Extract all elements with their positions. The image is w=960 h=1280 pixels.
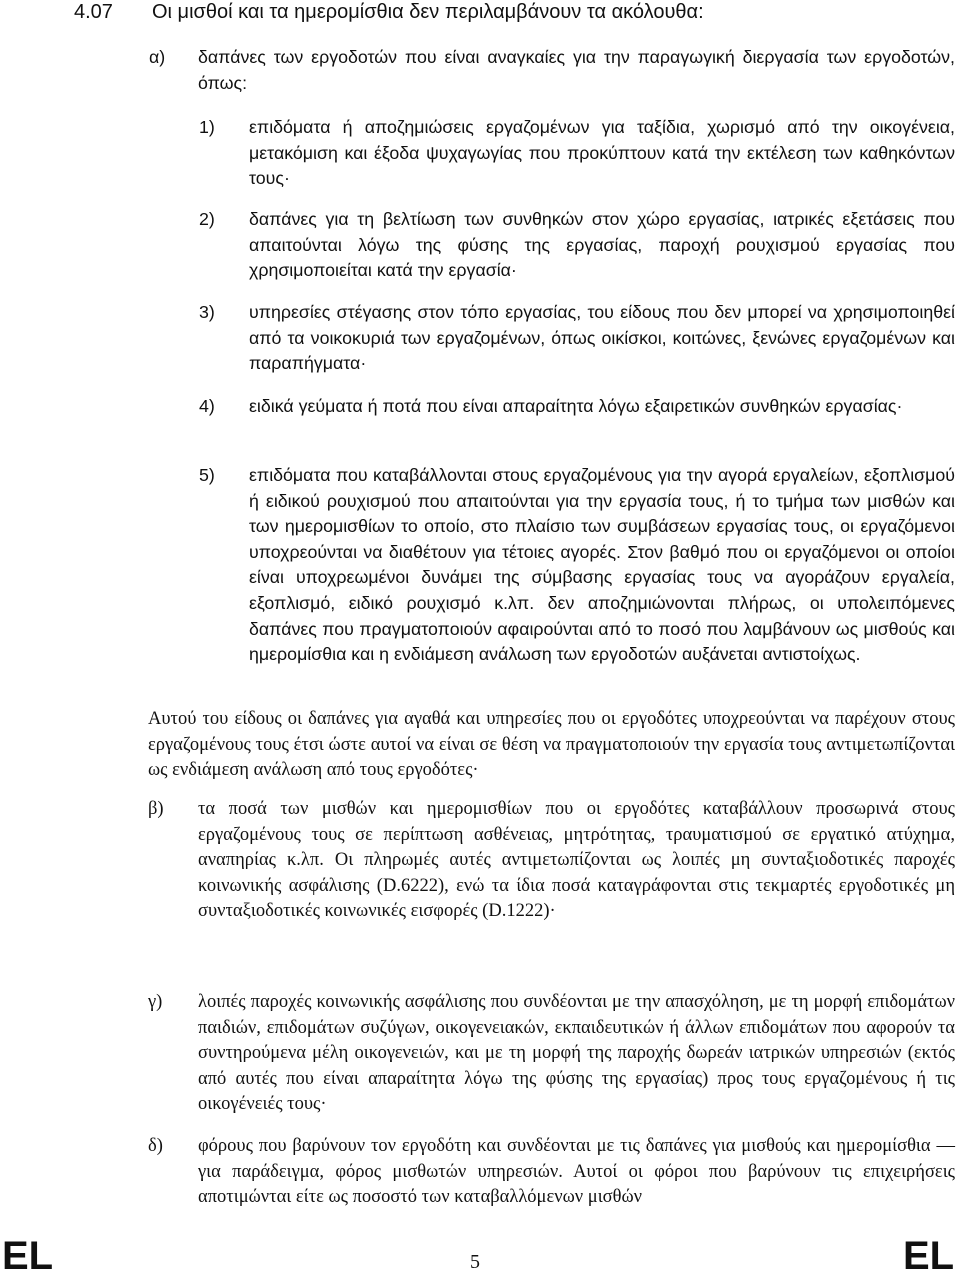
intermediate-consumption-paragraph: Αυτού του είδους οι δαπάνες για αγαθά και υπηρεσίες που οι εργοδότες υποχρεούνται να παρέχουν στους εργαζομένους τους έτσι ώστε αυτοί να είναι σε θέση να πραγματοποιούν την εργασία τους αντιμετωπίζονται ως ενδιάμεση ανάλωση από τους εργοδότες· [148,709,955,781]
footer-language-left: EL [2,1234,54,1278]
subitem-1-text: επιδόματα ή αποζημιώσεις εργαζομένων για ταξίδια, χωρισμό από την οικογένεια, μετακόμιση και έξοδα ψυχαγωγίας που προκύπτουν κατά την εκτέλεση των καθηκόντων τους· [249,117,955,189]
item-d-label: δ) [148,1136,163,1156]
subitem-5-label: 5) [199,465,215,485]
subitem-3-text: υπηρεσίες στέγασης στον τόπο εργασίας, του είδους που δεν μπορεί να χρησιμοποιηθεί από τα νοικοκυριά των εργαζομένων, όπως οικίσκοι, κοιτώνες, ξενώνες εργαζομένων και παραπήγματα· [249,302,955,374]
subitem-4-text: ειδικά γεύματα ή ποτά που είναι απαραίτητα λόγω εξαιρετικών συνθηκών εργασίας· [249,396,903,416]
item-c-label: γ) [148,992,163,1012]
subitem-1-label: 1) [199,117,215,137]
section-number: 4.07 [74,1,113,23]
item-a-text: δαπάνες των εργοδοτών που είναι αναγκαίες για την παραγωγική διεργασία των εργοδοτών, όπως: [198,47,955,93]
section-title: Οι μισθοί και τα ημερομίσθια δεν περιλαμβάνουν τα ακόλουθα: [152,1,704,23]
item-b-text: τα ποσά των μισθών και ημερομισθίων που οι εργοδότες καταβάλλουν προσωρινά στους εργαζομένους τους σε περίπτωση ασθένειας, μητρότητας, τραυματισμού σε εργατικό ατύχημα, αναπηρίας κ.λπ. Οι πληρωμές αυτές αντιμετωπίζονται ως λοιπές μη συνταξιοδοτικές παροχές κοινωνικής ασφάλισης (D.6222), ενώ τα ίδια ποσά καταγράφονται στις τεκμαρτές εργοδοτικές μη συνταξιοδοτικές κοινωνικές εισφορές (D.1222)· [198,799,955,922]
footer-language-right: EL [903,1234,955,1278]
item-c-text: λοιπές παροχές κοινωνικής ασφάλισης που συνδέονται με την απασχόληση, με τη μορφή επιδομάτων παιδιών, επιδομάτων συζύγων, οικογενειακών, εκπαιδευτικών ή άλλων επιδομάτων που αφορούν τα συντηρούμενα μέλη οικογενειών, και με τη μορφή της παροχής δωρεάν ιατρικών υπηρεσιών (εκτός από αυτές που είναι απαραίτητα λόγω της φύσης της εργασίας) προς τους εργαζομένους ή τις οικογένειές τους· [198,992,955,1115]
subitem-4-label: 4) [199,396,215,416]
item-b-label: β) [148,799,164,819]
item-d-text: φόρους που βαρύνουν τον εργοδότη και συνδέονται με τις δαπάνες για μισθούς και ημερομίσθια —για παράδειγμα, φόρος μισθωτών υπηρεσιών. Αυτοί οι φόροι που βαρύνουν τις επιχειρήσεις αποτιμώνται είτε ως ποσοστό των καταβαλλόμενων μισθών [198,1136,955,1208]
subitem-3-label: 3) [199,302,215,322]
subitem-5-text: επιδόματα που καταβάλλονται στους εργαζομένους για την αγορά εργαλείων, εξοπλισμού ή ειδικού ρουχισμού που απαιτούνται για την εργασία τους, ή το τμήμα των μισθών και των ημερομισθίων το οποίο, στο πλαίσιο των συμβάσεων εργασίας τους, οι εργαζόμενοι υποχρεούνται να διαθέτουν για τέτοιες αγορές. Στον βαθμό που οι εργαζόμενοι οι οποίοι είναι υποχρεωμένοι δυνάμει της σύμβασης εργασίας τους να αγοράζουν εργαλεία, εξοπλισμό, ειδικό ρουχισμό κ.λπ. δεν αποζημιώνονται πλήρως, οι υπολειπόμενες δαπάνες που πραγματοποιούν αφαιρούνται από το ποσό που λαμβάνουν ως μισθούς και ημερομίσθια και η ενδιάμεση ανάλωση των εργοδοτών αυξάνεται αντιστοίχως. [249,465,955,665]
page-number: 5 [470,1251,480,1273]
item-a-label: α) [149,47,166,67]
subitem-2-text: δαπάνες για τη βελτίωση των συνθηκών στον χώρο εργασίας, ιατρικές εξετάσεις που απαιτούνται λόγω της φύσης της εργασίας, παροχή ρουχισμού εργασίας που χρησιμοποιείται κατά την εργασία· [249,209,955,281]
subitem-2-label: 2) [199,209,215,229]
